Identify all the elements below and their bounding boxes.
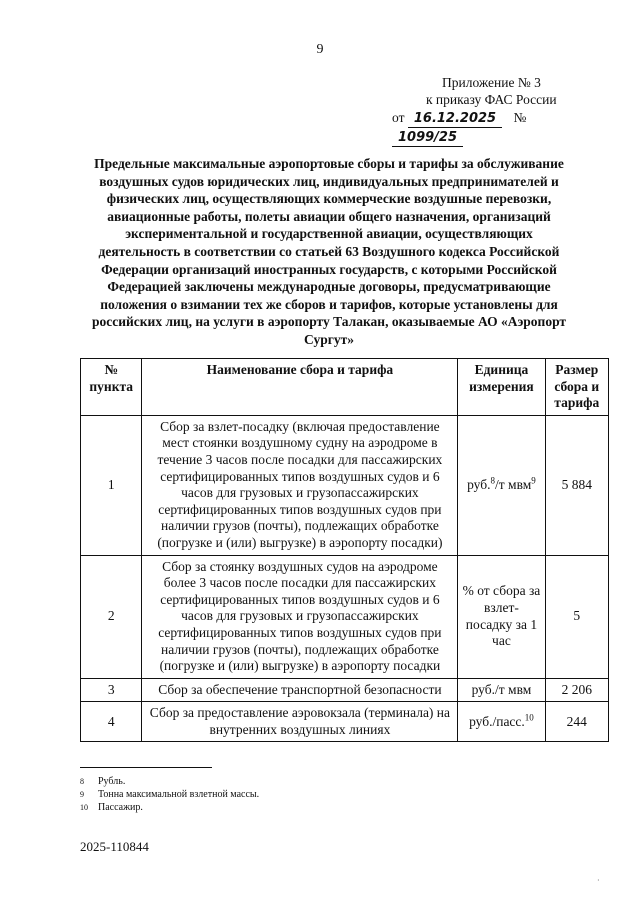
row-size: 5 — [545, 555, 608, 678]
row-name: Сбор за обеспечение транспортной безопасности — [142, 678, 458, 702]
footnote-ref: 8 — [490, 475, 495, 486]
row-num: 2 — [81, 555, 142, 678]
row-unit — [458, 702, 545, 742]
footnote-mark: 10 — [80, 803, 88, 812]
footnote-ref: 9 — [531, 475, 536, 486]
row-size: 244 — [545, 702, 608, 742]
appendix-header — [392, 74, 592, 147]
unit-text: руб./пасс. — [469, 713, 525, 729]
row-num: 1 — [81, 415, 142, 555]
row-num: 3 — [81, 678, 142, 702]
row-name: Сбор за взлет-посадку (включая предоставление мест стоянки воздушному судну на аэродроме в течение 3 часов после посадки для пассажирских сертифицированных типов воздушных судов и 6 часов для грузовых и грузопассажирских сертифицированных типов воздушных судов при наличии грузов (почты), подлежащих обработке (погрузке и (или) выгрузке) в аэропорту посадки) — [142, 415, 458, 555]
row-name: Сбор за стоянку воздушных судов на аэродроме более 3 часов после посадки для пассажирских сертифицированных типов воздушных судов и 6 часов для грузовых и грузопассажирских сертифицированных типов воздушных судов при наличии грузов (почты), подлежащих обработке (погрузке и (или) выгрузке) в аэропорту посадки — [142, 555, 458, 678]
page-number: 9 — [316, 42, 324, 57]
row-unit: % от сбора за взлет-посадку за 1 час — [458, 555, 545, 678]
header-num: № пункта — [81, 359, 142, 416]
footnote-text: Рубль. — [98, 776, 126, 787]
footnote-divider — [80, 767, 212, 768]
header-name: Наименование сбора и тарифа — [142, 359, 458, 416]
table-row — [81, 702, 609, 742]
document-code: 2025-110844 — [80, 839, 149, 854]
footnote-mark: 8 — [80, 777, 84, 786]
footnotes — [80, 775, 259, 814]
table-row — [81, 555, 609, 678]
date-prefix: от — [392, 110, 405, 125]
table-row — [81, 678, 609, 702]
footnote-text: Тонна максимальной взлетной массы. — [98, 789, 260, 800]
row-size: 5 884 — [545, 415, 608, 555]
scan-speck: · — [597, 876, 600, 885]
number-prefix: № — [513, 110, 527, 125]
row-unit: руб./т мвм — [458, 678, 545, 702]
table-header-row — [81, 359, 609, 416]
footnote-ref: 10 — [524, 712, 534, 723]
tariff-table — [80, 358, 609, 742]
row-name: Сбор за предоставление аэровокзала (терминала) на внутренних воздушных линиях — [142, 702, 458, 742]
handwritten-date: 16.12.2025 — [408, 110, 502, 128]
handwritten-number: 1099/25 — [392, 129, 463, 147]
footnote-text: Пассажир. — [98, 802, 143, 813]
footnote — [80, 801, 259, 814]
appendix-date-number — [392, 109, 592, 147]
table-row — [81, 415, 609, 555]
footnote-mark: 9 — [80, 790, 84, 799]
unit-text: руб. — [467, 476, 491, 492]
row-unit — [458, 415, 545, 555]
header-size: Размер сбора и тарифа — [545, 359, 608, 416]
document-title: Предельные максимальные аэропортовые сборы и тарифы за обслуживание воздушных судов юридических лиц, индивидуальных предпринимателей и физических лиц, осуществляющих коммерческие воздушные перевозки, авиационные работы, полеты авиации общего назначения, организаций экспериментальной и государственной авиации, осуществляющих деятельность в соответствии со статьей 63 Воздушного кодекса Российской Федерации организаций иностранных государств, с которыми Российской Федерацией заключены международные договоры, предусматривающие положения о взимании тех же сборов и тарифов, которые установлены для российских лиц, на услуги в аэропорту Талакан, оказываемые АО «Аэропорт Сургут» — [91, 156, 567, 347]
footnote — [80, 775, 259, 788]
row-size: 2 206 — [545, 678, 608, 702]
appendix-order-ref: к приказу ФАС России — [426, 92, 557, 107]
appendix-title: Приложение № 3 — [442, 75, 541, 90]
footnote — [80, 788, 259, 801]
header-unit: Единица измерения — [458, 359, 545, 416]
unit-text: /т мвм — [495, 476, 532, 492]
row-num: 4 — [81, 702, 142, 742]
